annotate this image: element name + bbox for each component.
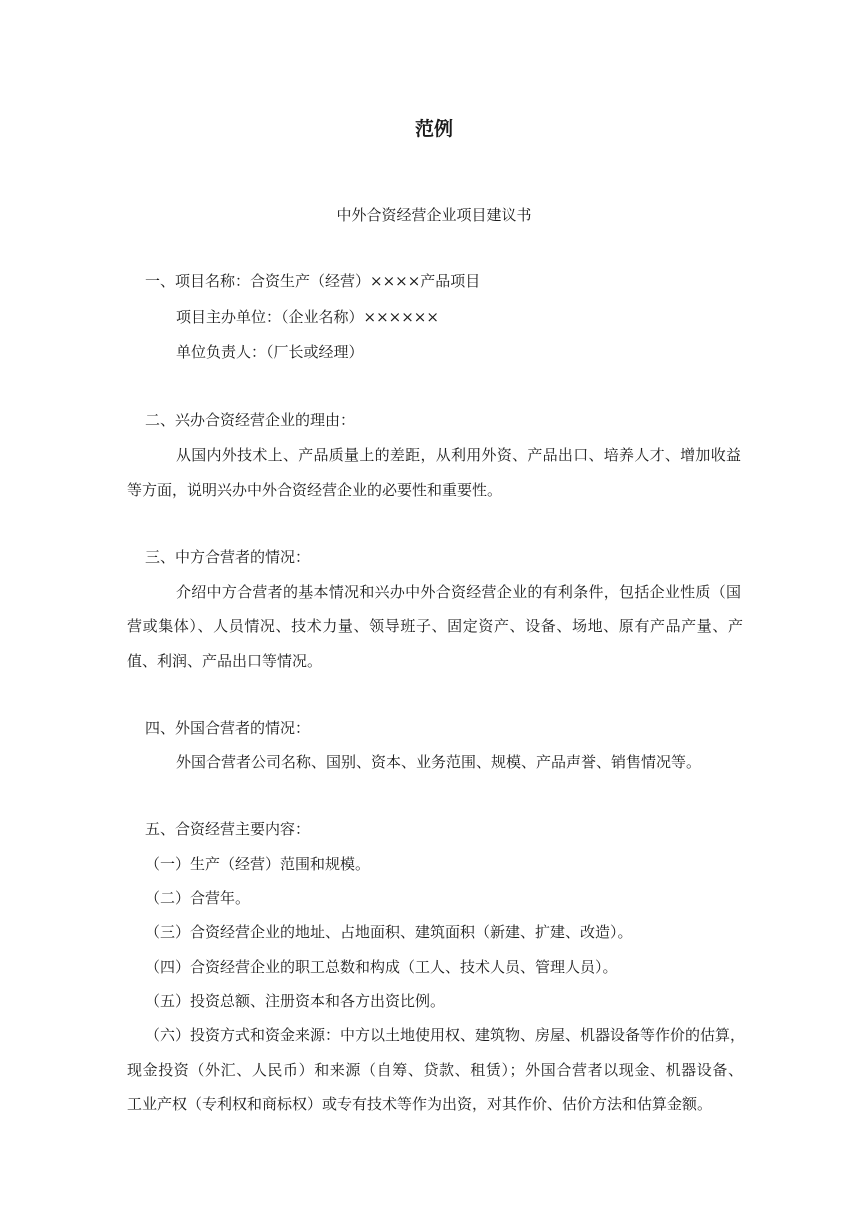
section-3-paragraph-line: 介绍中方合营者的基本情况和兴办中外合资经营企业的有利条件，包括企业性质（国 xyxy=(176,583,741,601)
list-item: （五）投资总额、注册资本和各方出资比例。 xyxy=(145,992,446,1010)
project-sponsor-line: 项目主办单位：（企业名称）×××××× xyxy=(176,308,439,326)
section-2-heading: 二、兴办合资经营企业的理由： xyxy=(145,411,356,429)
page-title: 范例 xyxy=(414,118,453,140)
list-item-continuation: 工业产权（专利权和商标权）或专有技术等作为出资，对其作价、估价方法和估算金额。 xyxy=(127,1095,713,1113)
section-3-paragraph-line: 值、利润、产品出口等情况。 xyxy=(127,652,323,670)
section-4-paragraph-line: 外国合营者公司名称、国别、资本、业务范围、规模、产品声誉、销售情况等。 xyxy=(176,753,702,771)
list-item: （二）合营年。 xyxy=(145,889,251,907)
list-item: （三）合资经营企业的地址、占地面积、建筑面积（新建、扩建、改造）。 xyxy=(145,923,633,941)
section-2-paragraph-line: 等方面，说明兴办中外合资经营企业的必要性和重要性。 xyxy=(127,481,503,499)
section-3-heading: 三、中方合营者的情况： xyxy=(145,548,311,566)
section-1-heading: 一、项目名称：合资生产（经营）××××产品项目 xyxy=(145,272,481,290)
section-2-paragraph-line: 从国内外技术上、产品质量上的差距，从利用外资、产品出口、培养人才、增加收益 xyxy=(176,446,741,464)
unit-head-line: 单位负责人：（厂长或经理） xyxy=(176,343,364,361)
list-item: （四）合资经营企业的职工总数和构成（工人、技术人员、管理人员）。 xyxy=(145,958,618,976)
section-4-heading: 四、外国合营者的情况： xyxy=(145,719,311,737)
document-subtitle: 中外合资经营企业项目建议书 xyxy=(336,206,532,224)
list-item-continuation: 现金投资（外汇、人民币）和来源（自筹、贷款、租赁）；外国合营者以现金、机器设备、 xyxy=(127,1061,743,1079)
list-item: （六）投资方式和资金来源：中方以土地使用权、建筑物、房屋、机器设备等作价的估算， xyxy=(145,1026,746,1044)
section-3-paragraph-line: 营或集体）、人员情况、技术力量、领导班子、固定资产、设备、场地、原有产品产量、产 xyxy=(127,617,743,635)
list-item: （一）生产（经营）范围和规模。 xyxy=(145,855,371,873)
section-5-heading: 五、合资经营主要内容： xyxy=(145,820,311,838)
